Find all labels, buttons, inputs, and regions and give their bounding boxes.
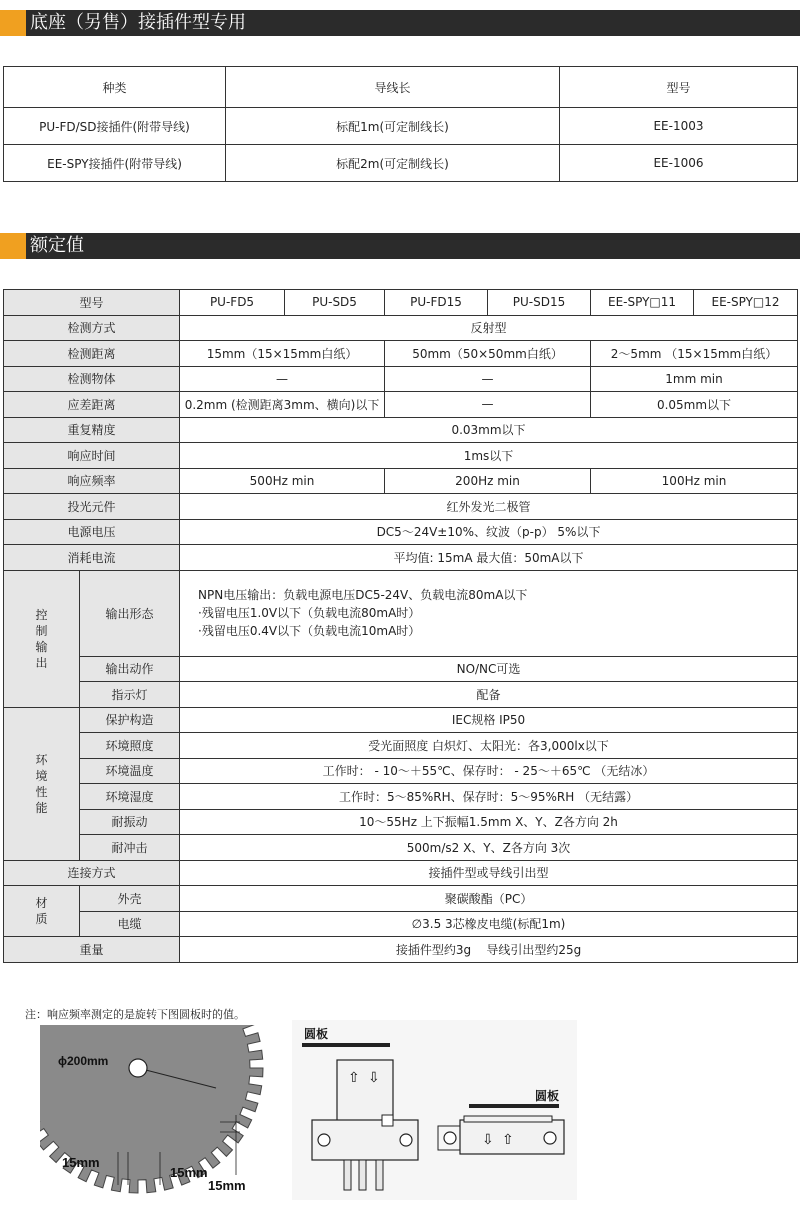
group-label-text: 材质 xyxy=(35,896,48,926)
model-cell: EE-SPY□12 xyxy=(694,290,798,316)
row-value: ∅3.5 3芯橡皮电缆(标配1m) xyxy=(180,911,798,937)
table-row xyxy=(4,911,798,937)
table-row xyxy=(4,682,798,708)
row-label: 消耗电流 xyxy=(4,545,180,571)
row-label: 电源电压 xyxy=(4,519,180,545)
row-label: 环境照度 xyxy=(80,733,180,759)
table-row xyxy=(4,784,798,810)
row-value: NO/NC可选 xyxy=(180,656,798,682)
diameter-label: ϕ200mm xyxy=(58,1054,109,1068)
output-form-line: NPN电压输出：负载电源电压DC5-24V、负载电流80mA以下 xyxy=(198,588,528,602)
sensor-pin xyxy=(344,1160,351,1190)
row-value: 0.03mm以下 xyxy=(180,417,798,443)
row-value: 2～5mm （15×15mm白纸） xyxy=(591,341,798,367)
footnote: 注：响应频率测定的是旋转下图圆板时的值。 xyxy=(25,1008,245,1021)
group-label-control-output xyxy=(4,570,80,707)
output-form-line: ·残留电压1.0V以下（负载电流80mA时） xyxy=(198,606,421,620)
table-row xyxy=(4,341,798,367)
section-title: 底座（另售）接插件型专用 xyxy=(30,12,246,33)
table-row xyxy=(4,570,798,656)
center-hole xyxy=(129,1059,147,1077)
row-value: 50mm（50×50mm白纸） xyxy=(385,341,591,367)
table-row xyxy=(4,519,798,545)
row-value: DC5～24V±10%、纹波（p-p） 5%以下 xyxy=(180,519,798,545)
sensor-pin xyxy=(376,1160,383,1190)
arrow-up-icon: ⇧ xyxy=(348,1070,360,1086)
disc-figure xyxy=(40,1025,285,1200)
section-header-accessory xyxy=(0,10,800,36)
group-label-text: 环境性能 xyxy=(35,752,48,815)
disc-label: 圆板 xyxy=(535,1089,560,1103)
row-value-output-form xyxy=(180,570,798,656)
row-value: 10～55Hz 上下振幅1.5mm X、Y、Z各方向 2h xyxy=(180,809,798,835)
table-row xyxy=(4,809,798,835)
row-value: 平均值: 15mA 最大值：50mA以下 xyxy=(180,545,798,571)
row-label: 重量 xyxy=(4,937,180,963)
row-value: 500Hz min xyxy=(180,468,385,494)
row-value: 反射型 xyxy=(180,315,798,341)
row-value: 100Hz min xyxy=(591,468,798,494)
section-title: 额定值 xyxy=(30,235,84,256)
row-value: 15mm（15×15mm白纸） xyxy=(180,341,385,367)
cell: EE-1003 xyxy=(560,108,798,145)
table-row xyxy=(4,886,798,912)
row-label: 连接方式 xyxy=(4,860,180,886)
row-label: 检测方式 xyxy=(4,315,180,341)
table-row xyxy=(4,545,798,571)
group-label-material xyxy=(4,886,80,937)
row-label: 输出动作 xyxy=(80,656,180,682)
model-cell: PU-SD15 xyxy=(488,290,591,316)
table-row xyxy=(4,443,798,469)
table-row xyxy=(4,494,798,520)
label-model: 型号 xyxy=(4,290,180,316)
dim-label: 15mm xyxy=(208,1178,246,1193)
table-row xyxy=(4,108,798,145)
header-model: 型号 xyxy=(560,67,798,108)
table-row xyxy=(4,733,798,759)
row-label: 耐振动 xyxy=(80,809,180,835)
row-value: 配备 xyxy=(180,682,798,708)
row-label: 响应时间 xyxy=(4,443,180,469)
disc-label: 圆板 xyxy=(304,1027,329,1041)
table-row xyxy=(4,860,798,886)
row-label: 投光元件 xyxy=(4,494,180,520)
mount-hole xyxy=(318,1134,330,1146)
accessory-table xyxy=(3,66,798,182)
row-value: 1ms以下 xyxy=(180,443,798,469)
arrow-up-icon: ⇧ xyxy=(502,1132,514,1148)
row-value: 聚碳酸酯（PC） xyxy=(180,886,798,912)
table-row xyxy=(4,366,798,392)
table-row xyxy=(4,468,798,494)
row-label: 检测物体 xyxy=(4,366,180,392)
row-label: 应差距离 xyxy=(4,392,180,418)
row-label: 检测距离 xyxy=(4,341,180,367)
row-value: — xyxy=(385,366,591,392)
cell: 标配1m(可定制线长) xyxy=(226,108,560,145)
table-row xyxy=(4,937,798,963)
row-label: 环境湿度 xyxy=(80,784,180,810)
spec-table xyxy=(3,289,798,963)
row-value: IEC规格 IP50 xyxy=(180,707,798,733)
table-row xyxy=(4,315,798,341)
disc-plate-bar xyxy=(302,1043,390,1047)
table-row xyxy=(4,707,798,733)
row-value: 200Hz min xyxy=(385,468,591,494)
row-label: 指示灯 xyxy=(80,682,180,708)
model-cell: PU-FD5 xyxy=(180,290,285,316)
output-form-line: ·残留电压0.4V以下（负载电流10mA时） xyxy=(198,624,421,638)
group-label-text: 控制输出 xyxy=(35,607,48,670)
row-label: 外壳 xyxy=(80,886,180,912)
sensor-pin xyxy=(359,1160,366,1190)
row-label: 响应频率 xyxy=(4,468,180,494)
row-label: 保护构造 xyxy=(80,707,180,733)
row-value: 接插件型约3g 导线引出型约25g xyxy=(180,937,798,963)
dim-label: 15mm xyxy=(62,1155,100,1170)
mount-hole xyxy=(444,1132,456,1144)
row-label: 重复精度 xyxy=(4,417,180,443)
table-row xyxy=(4,656,798,682)
section-accent xyxy=(0,233,26,259)
row-value: 工作时：5～85%RH、保存时：5～95%RH （无结露） xyxy=(180,784,798,810)
mount-hole xyxy=(400,1134,412,1146)
row-value: 500m/s2 X、Y、Z各方向 3次 xyxy=(180,835,798,861)
row-label: 环境温度 xyxy=(80,758,180,784)
row-value: — xyxy=(385,392,591,418)
mount-hole xyxy=(544,1132,556,1144)
header-cable-length: 导线长 xyxy=(226,67,560,108)
row-value: 0.2mm (检测距离3mm、横向)以下 xyxy=(180,392,385,418)
row-label: 输出形态 xyxy=(80,570,180,656)
table-row xyxy=(4,392,798,418)
section-header-ratings xyxy=(0,233,800,259)
table-row xyxy=(4,417,798,443)
row-value: 1mm min xyxy=(591,366,798,392)
model-cell: PU-SD5 xyxy=(285,290,385,316)
table-header-row xyxy=(4,67,798,108)
disc-plate-bar xyxy=(469,1104,559,1108)
model-row xyxy=(4,290,798,316)
sensor-figure xyxy=(292,1020,577,1200)
row-label: 耐冲击 xyxy=(80,835,180,861)
row-value: 接插件型或导线引出型 xyxy=(180,860,798,886)
cell: 标配2m(可定制线长) xyxy=(226,145,560,182)
indicator-window xyxy=(382,1115,393,1126)
section-accent xyxy=(0,10,26,36)
row-value: 0.05mm以下 xyxy=(591,392,798,418)
dim-label: 15mm xyxy=(170,1165,208,1180)
model-cell: EE-SPY□11 xyxy=(591,290,694,316)
sensor-side-top xyxy=(464,1116,552,1122)
table-row xyxy=(4,758,798,784)
arrow-down-icon: ⇩ xyxy=(482,1132,494,1148)
row-label: 电缆 xyxy=(80,911,180,937)
table-row xyxy=(4,835,798,861)
table-row xyxy=(4,145,798,182)
row-value: 受光面照度 白炽灯、太阳光：各3,000lx以下 xyxy=(180,733,798,759)
cell: EE-SPY接插件(附带导线) xyxy=(4,145,226,182)
arrow-down-icon: ⇩ xyxy=(368,1070,380,1086)
row-value: 红外发光二极管 xyxy=(180,494,798,520)
cell: PU-FD/SD接插件(附带导线) xyxy=(4,108,226,145)
cell: EE-1006 xyxy=(560,145,798,182)
row-value: — xyxy=(180,366,385,392)
row-value: 工作时： - 10～＋55℃、保存时： - 25～＋65℃ （无结冰） xyxy=(180,758,798,784)
header-type: 种类 xyxy=(4,67,226,108)
model-cell: PU-FD15 xyxy=(385,290,488,316)
group-label-environment xyxy=(4,707,80,860)
